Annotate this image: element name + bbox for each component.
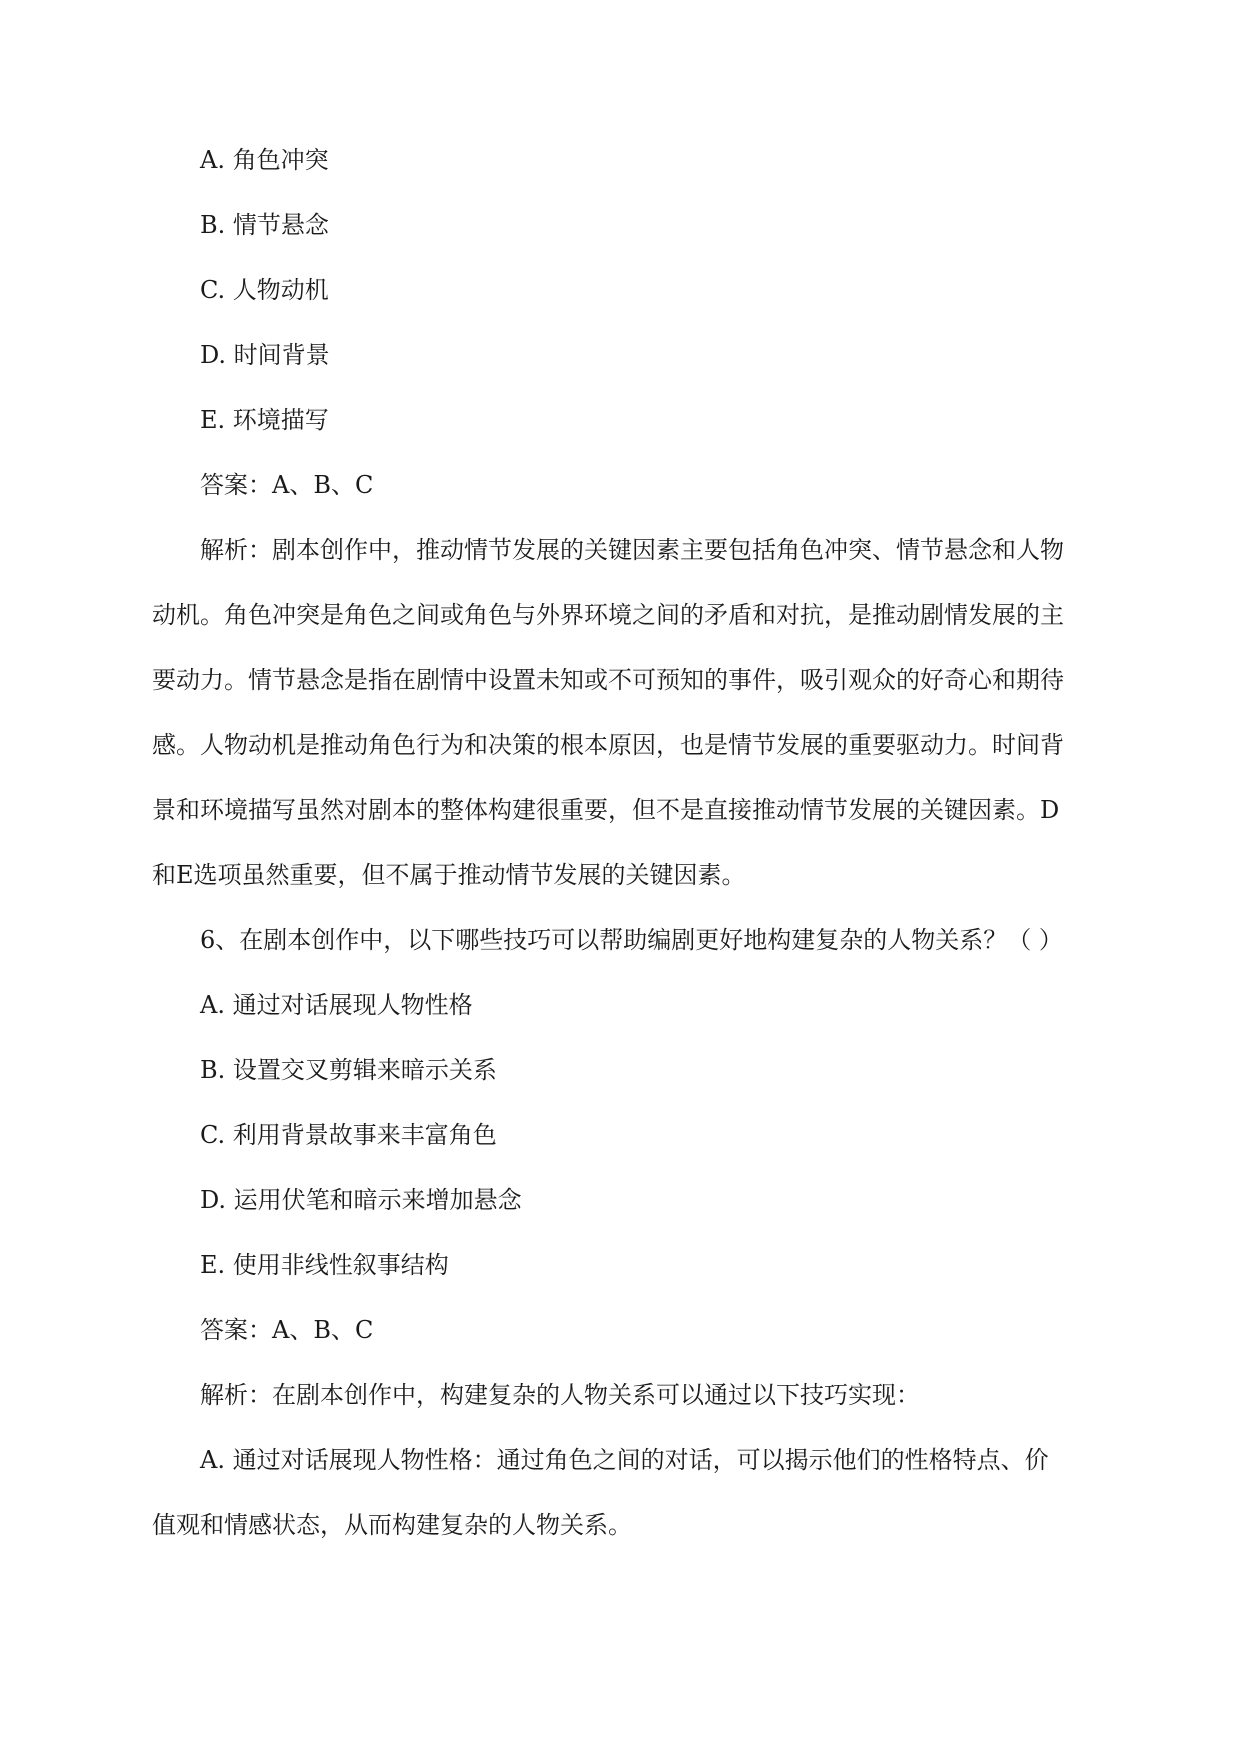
q6-question: 6、在剧本创作中，以下哪些技巧可以帮助编剧更好地构建复杂的人物关系？（ ） [200,926,1063,954]
q6-answer: 答案：A、B、C [200,1316,374,1344]
q5-analysis-line-5: 景和环境描写虽然对剧本的整体构建很重要，但不是直接推动情节发展的关键因素。D [152,796,1060,824]
q6-analysis-intro: 解析：在剧本创作中，构建复杂的人物关系可以通过以下技巧实现： [200,1381,920,1409]
q5-analysis-line-1: 解析：剧本创作中，推动情节发展的关键因素主要包括角色冲突、情节悬念和人物 [200,536,1064,564]
q6-option-c: C. 利用背景故事来丰富角色 [200,1121,497,1149]
q6-analysis-a-line-1: A. 通过对话展现人物性格：通过角色之间的对话，可以揭示他们的性格特点、价 [200,1446,1049,1474]
q6-option-e: E. 使用非线性叙事结构 [200,1251,449,1279]
q6-option-d: D. 运用伏笔和暗示来增加悬念 [200,1186,522,1214]
q5-analysis-line-2: 动机。角色冲突是角色之间或角色与外界环境之间的矛盾和对抗，是推动剧情发展的主 [152,601,1064,629]
q6-option-b: B. 设置交叉剪辑来暗示关系 [200,1056,497,1084]
q5-answer: 答案：A、B、C [200,471,374,499]
q6-analysis-a-line-2: 值观和情感状态，从而构建复杂的人物关系。 [152,1511,632,1539]
q5-analysis-line-6: 和E选项虽然重要，但不属于推动情节发展的关键因素。 [152,861,746,889]
q5-option-d: D. 时间背景 [200,341,330,369]
q5-option-e: E. 环境描写 [200,406,329,434]
document-content [152,144,1092,1574]
q6-option-a: A. 通过对话展现人物性格 [200,991,473,1019]
q5-analysis-line-3: 要动力。情节悬念是指在剧情中设置未知或不可预知的事件，吸引观众的好奇心和期待 [152,666,1064,694]
q5-option-c: C. 人物动机 [200,276,329,304]
q5-option-b: B. 情节悬念 [200,211,329,239]
q5-option-a: A. 角色冲突 [200,146,329,174]
q5-analysis-line-4: 感。人物动机是推动角色行为和决策的根本原因，也是情节发展的重要驱动力。时间背 [152,731,1064,759]
